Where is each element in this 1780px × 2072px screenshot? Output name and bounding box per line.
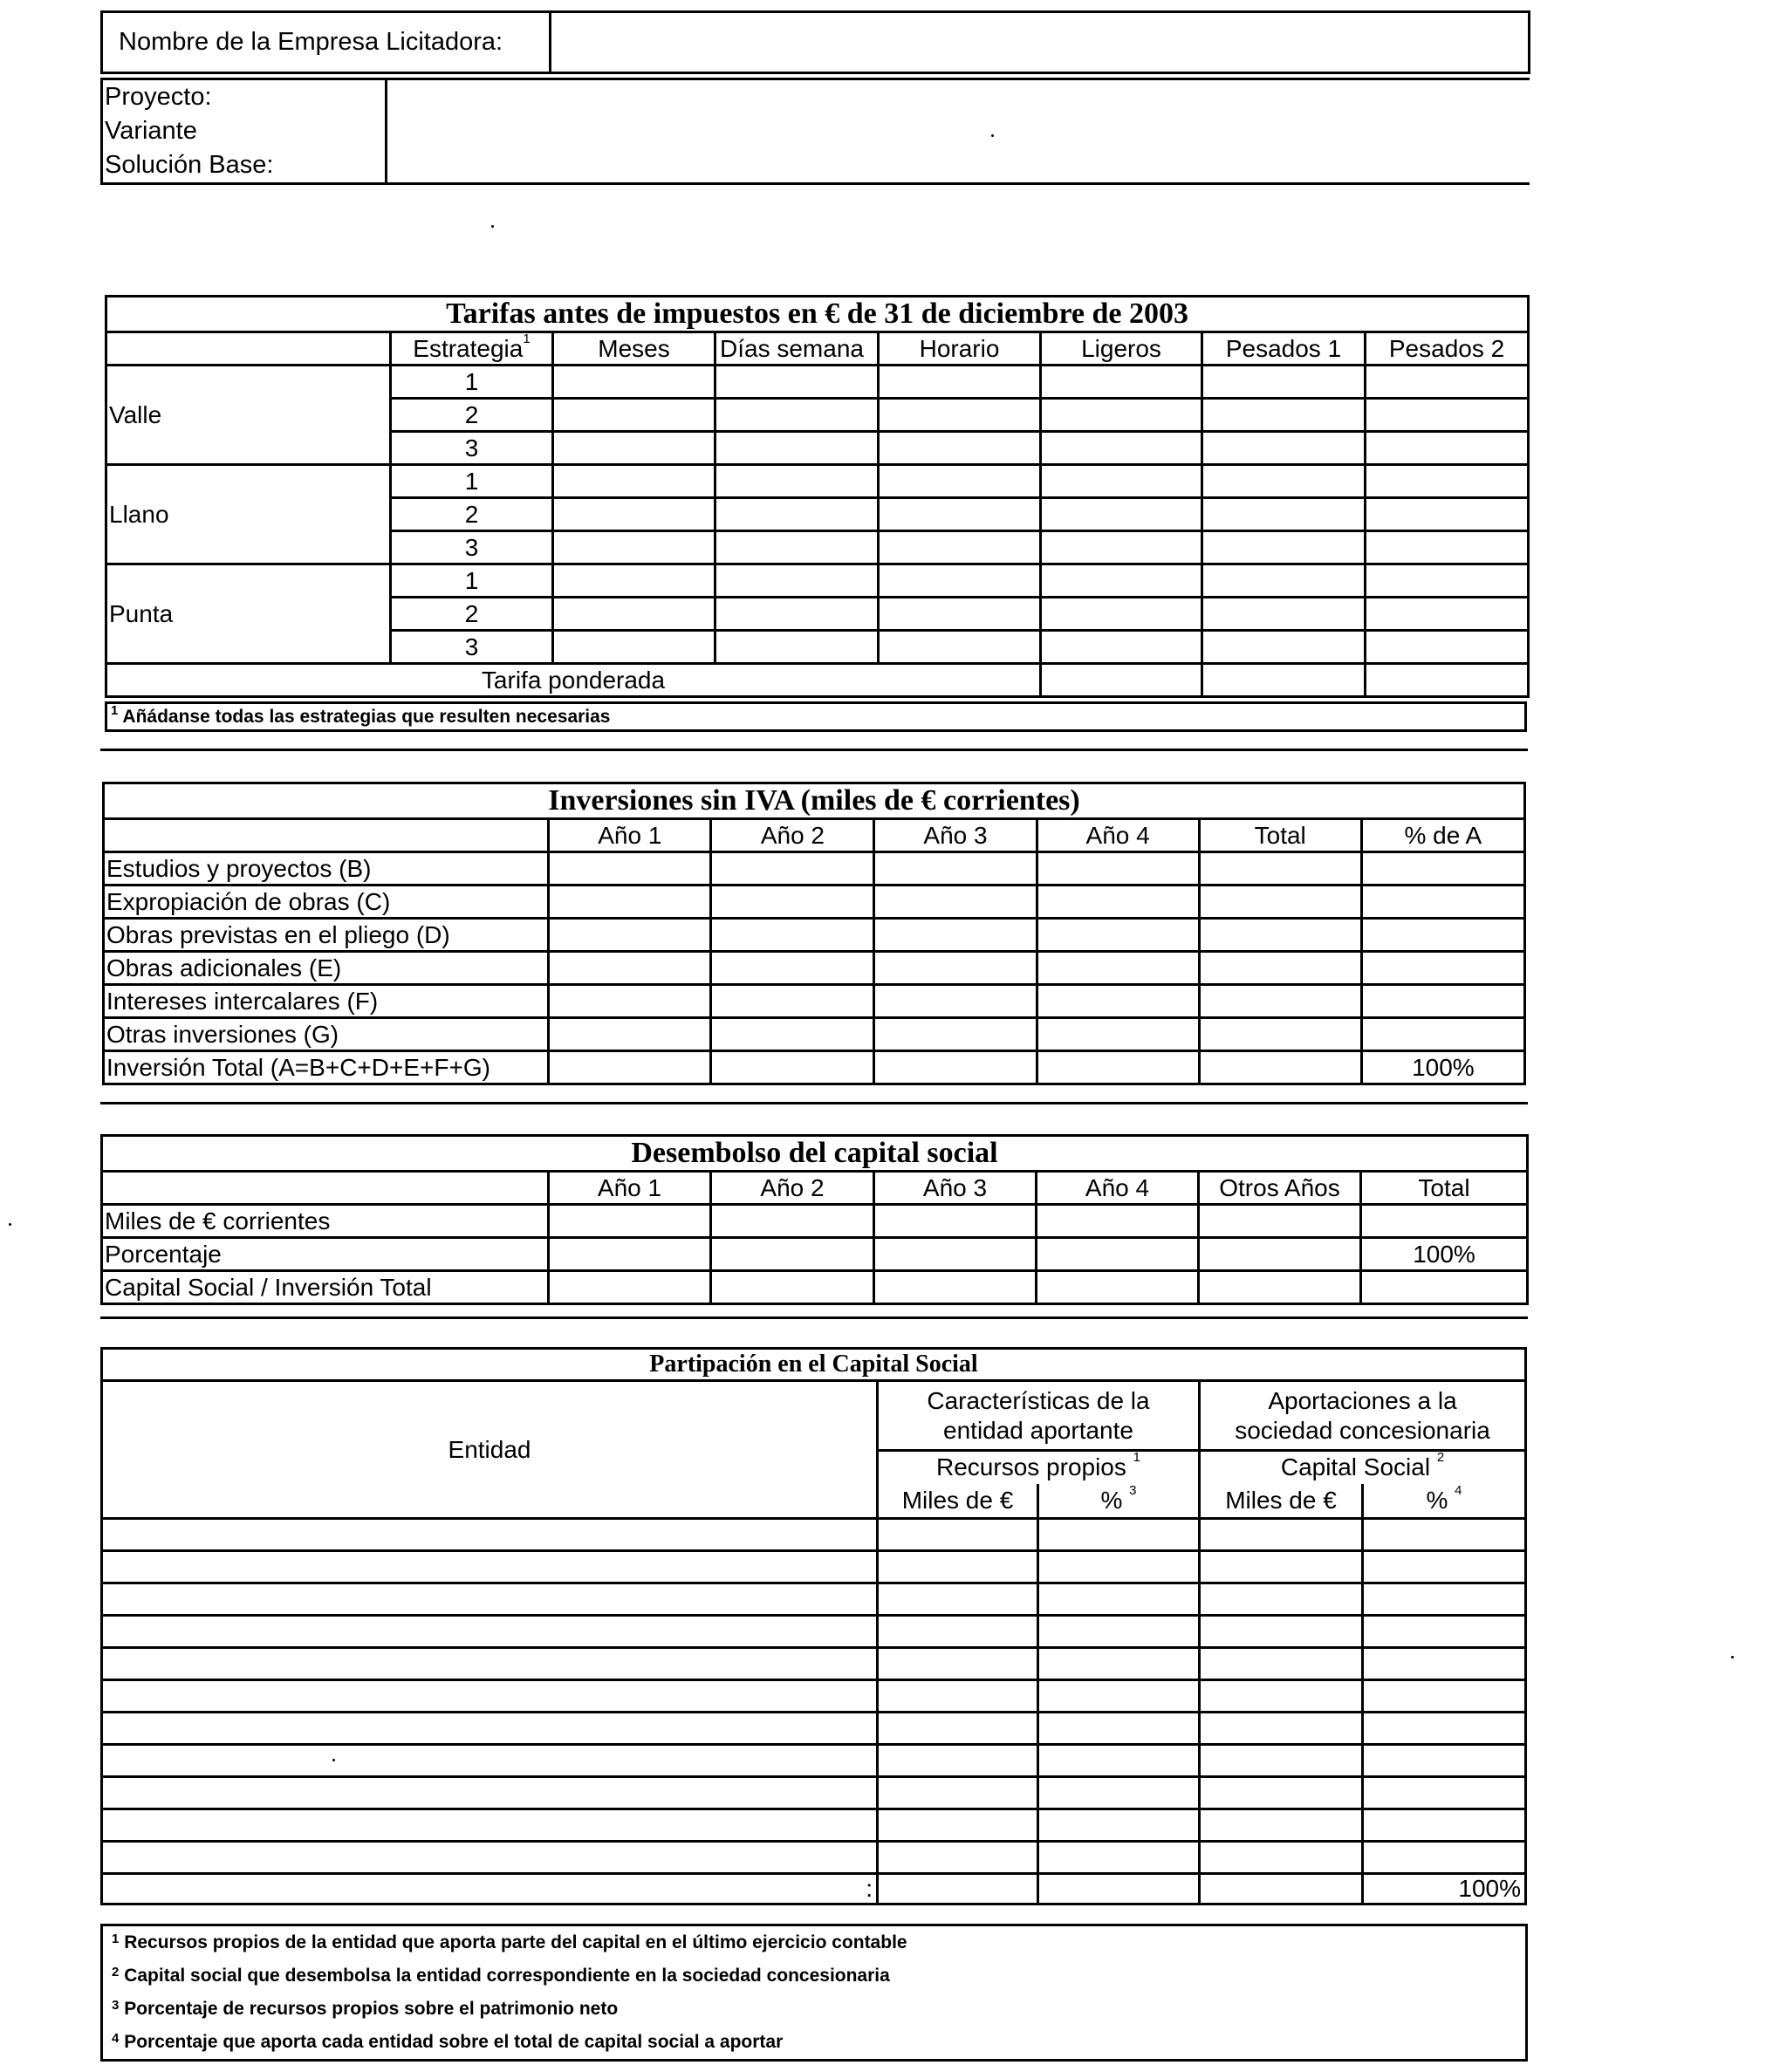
tarifa-input-cell[interactable]: [553, 432, 715, 465]
participacion-section: [100, 1347, 1527, 1905]
scan-speck: [1731, 1656, 1734, 1658]
estrategia-number: 1: [391, 366, 553, 399]
tarifa-group-label: Punta: [106, 564, 391, 664]
estrategia-number: 1: [391, 564, 553, 598]
desembolso-input-cell[interactable]: [711, 1205, 874, 1238]
pct-header-recursos: % $^3$: [1038, 1484, 1200, 1519]
inversion-input-cell[interactable]: [1037, 1018, 1199, 1051]
tarifa-input-cell[interactable]: [715, 366, 879, 399]
tarifas-body: [106, 366, 1529, 664]
participacion-input-cell[interactable]: [1038, 1745, 1200, 1777]
tarifa-input-cell[interactable]: [715, 564, 879, 598]
tarifa-input-cell[interactable]: [879, 432, 1041, 465]
participacion-input-cell[interactable]: [1200, 1842, 1363, 1874]
scan-speck: [991, 134, 994, 137]
participacion-input-cell[interactable]: [1363, 1680, 1526, 1713]
inversion-input-cell[interactable]: [1199, 1018, 1361, 1051]
estrategia-number: 1: [391, 465, 553, 498]
section-divider: [100, 749, 1528, 751]
tarifa-input-cell[interactable]: [715, 498, 879, 531]
tarifa-input-cell[interactable]: [1202, 399, 1366, 432]
inversion-input-cell[interactable]: [549, 1018, 711, 1051]
inversion-input-cell[interactable]: [1199, 952, 1361, 985]
col-header-ano-3: Año 3: [874, 1172, 1037, 1205]
desembolso-input-cell[interactable]: [1361, 1271, 1528, 1304]
tarifa-input-cell[interactable]: [1366, 465, 1529, 498]
company-name-field[interactable]: [551, 12, 1530, 73]
note-4: $^4$ Porcentaje que aporta cada entidad sobre el total de capital social a aportar: [112, 2031, 784, 2052]
col-header-ano-1: Año 1: [549, 1172, 711, 1205]
inversion-row-label: Expropiación de obras (C): [104, 886, 549, 919]
tarifa-input-cell[interactable]: [1041, 432, 1202, 465]
participacion-input-cell[interactable]: [878, 1680, 1038, 1713]
inversion-input-cell[interactable]: [1199, 886, 1361, 919]
tarifa-input-cell[interactable]: [1041, 631, 1202, 664]
participacion-input-cell[interactable]: [1038, 1680, 1200, 1713]
entidad-input-cell[interactable]: [102, 1648, 878, 1680]
desembolso-body: [102, 1205, 1528, 1304]
participacion-input-cell[interactable]: [878, 1583, 1038, 1616]
entidad-input-cell[interactable]: [102, 1519, 878, 1551]
tarifa-input-cell[interactable]: [1041, 399, 1202, 432]
tarifa-input-cell[interactable]: [879, 564, 1041, 598]
entidad-input-cell[interactable]: [102, 1713, 878, 1745]
desembolso-input-cell[interactable]: [1199, 1238, 1361, 1271]
entidad-input-cell[interactable]: [102, 1745, 878, 1777]
caracteristicas-header: [878, 1381, 1200, 1451]
participacion-input-cell[interactable]: [1038, 1616, 1200, 1648]
participacion-input-cell[interactable]: [1038, 1713, 1200, 1745]
tarifa-input-cell[interactable]: [879, 399, 1041, 432]
tarifas-footnote: $^1$ Añádanse todas las estrategias que resulten necesarias: [106, 703, 1526, 731]
inversion-input-cell[interactable]: [711, 985, 874, 1018]
tarifa-input-cell[interactable]: [1366, 432, 1529, 465]
col-header-ligeros: Ligeros: [1041, 332, 1202, 366]
note-3: $^3$ Porcentaje de recursos propios sobre el patrimonio neto: [112, 1998, 619, 2019]
inversion-input-cell[interactable]: [874, 1018, 1037, 1051]
tarifa-input-cell[interactable]: [715, 465, 879, 498]
participacion-body: [102, 1519, 1526, 1874]
participacion-input-cell[interactable]: [1363, 1648, 1526, 1680]
inversiones-corner-cell: [104, 819, 549, 852]
tarifa-input-cell[interactable]: [1041, 564, 1202, 598]
desembolso-input-cell[interactable]: [549, 1238, 711, 1271]
inversion-input-cell[interactable]: [1361, 886, 1524, 919]
inversion-input-cell[interactable]: [1037, 886, 1199, 919]
tarifa-input-cell[interactable]: [1366, 531, 1529, 564]
tarifas-corner-cell: [106, 332, 391, 366]
capital-social-header: Capital Social $^2$: [1200, 1451, 1526, 1484]
tarifa-input-cell[interactable]: [1202, 598, 1366, 631]
inversion-input-cell[interactable]: [1037, 1051, 1199, 1084]
tarifa-input-cell[interactable]: [1202, 531, 1366, 564]
inversion-input-cell[interactable]: [874, 952, 1037, 985]
col-header-total: Total: [1199, 819, 1361, 852]
inversion-input-cell[interactable]: [711, 886, 874, 919]
entidad-input-cell[interactable]: [102, 1680, 878, 1713]
inversion-input-cell[interactable]: [874, 919, 1037, 952]
participacion-input-cell[interactable]: [1038, 1583, 1200, 1616]
tarifa-input-cell[interactable]: [879, 598, 1041, 631]
tarifa-input-cell[interactable]: [1041, 531, 1202, 564]
tarifa-input-cell[interactable]: [1366, 498, 1529, 531]
entidad-header: Entidad: [102, 1381, 878, 1519]
inversion-input-cell[interactable]: [874, 985, 1037, 1018]
participacion-input-cell[interactable]: [1038, 1809, 1200, 1842]
inversion-total-pct: 100%: [1361, 1051, 1524, 1084]
inversion-input-cell[interactable]: [711, 919, 874, 952]
bidder-header: [100, 10, 1530, 185]
inversion-input-cell[interactable]: [1361, 1018, 1524, 1051]
miles-header-capital: Miles de €: [1200, 1484, 1363, 1519]
participacion-input-cell[interactable]: [1038, 1519, 1200, 1551]
aportaciones-header: [1200, 1381, 1526, 1451]
estrategia-number: 2: [391, 598, 553, 631]
inversion-input-cell[interactable]: [1199, 985, 1361, 1018]
tarifa-input-cell[interactable]: [1041, 465, 1202, 498]
aportaciones-line-2: sociedad concesionaria: [1235, 1416, 1490, 1444]
participacion-input-cell[interactable]: [878, 1745, 1038, 1777]
participacion-input-cell[interactable]: [1038, 1842, 1200, 1874]
participacion-input-cell[interactable]: [1363, 1519, 1526, 1551]
tarifa-input-cell[interactable]: [1202, 432, 1366, 465]
desembolso-input-cell[interactable]: [549, 1271, 711, 1304]
estrategia-number: 2: [391, 498, 553, 531]
participacion-input-cell[interactable]: [1200, 1551, 1363, 1583]
entidad-input-cell[interactable]: [102, 1616, 878, 1648]
tarifa-input-cell[interactable]: [553, 564, 715, 598]
tarifa-input-cell[interactable]: [715, 399, 879, 432]
tarifa-input-cell[interactable]: [1366, 564, 1529, 598]
inversion-row-label: Obras adicionales (E): [104, 952, 549, 985]
desembolso-input-cell[interactable]: [1199, 1205, 1361, 1238]
tarifa-input-cell[interactable]: [1041, 598, 1202, 631]
participacion-input-cell[interactable]: [1200, 1745, 1363, 1777]
participacion-input-cell[interactable]: [1363, 1713, 1526, 1745]
estrategia-number: 2: [391, 399, 553, 432]
inversion-input-cell[interactable]: [549, 886, 711, 919]
inversion-input-cell[interactable]: [1037, 952, 1199, 985]
participacion-total-cell[interactable]: [1038, 1874, 1200, 1904]
company-name-label: Nombre de la Empresa Licitadora:: [102, 12, 551, 73]
participacion-input-cell[interactable]: [1200, 1809, 1363, 1842]
tarifa-input-cell[interactable]: [553, 531, 715, 564]
aportaciones-line-1: Aportaciones a la: [1268, 1386, 1457, 1414]
col-header-estrategia: Estrategia$^1$: [391, 332, 553, 366]
participacion-input-cell[interactable]: [1200, 1519, 1363, 1551]
desembolso-input-cell[interactable]: [1199, 1271, 1361, 1304]
desembolso-row-label: Capital Social / Inversión Total: [102, 1271, 549, 1304]
inversiones-title: Inversiones sin IVA (miles de € corrientes): [104, 783, 1525, 819]
col-header-horario: Horario: [879, 332, 1041, 366]
tarifa-input-cell[interactable]: [879, 531, 1041, 564]
participacion-input-cell[interactable]: [878, 1842, 1038, 1874]
tarifas-section: [105, 295, 1530, 732]
inversion-input-cell[interactable]: [1037, 852, 1199, 886]
col-header-ano-3: Año 3: [874, 819, 1037, 852]
estrategia-number: 3: [391, 631, 553, 664]
desembolso-pct-total: 100%: [1361, 1238, 1528, 1271]
tarifa-input-cell[interactable]: [879, 631, 1041, 664]
tarifa-input-cell[interactable]: [1202, 498, 1366, 531]
inversion-input-cell[interactable]: [874, 1051, 1037, 1084]
desembolso-section: [100, 1134, 1529, 1305]
col-header-pct-de-a: % de A: [1361, 819, 1524, 852]
desembolso-title: Desembolso del capital social: [102, 1136, 1528, 1172]
inversion-input-cell[interactable]: [1361, 952, 1524, 985]
desembolso-input-cell[interactable]: [549, 1205, 711, 1238]
tarifa-ponderada-label: Tarifa ponderada: [106, 664, 1041, 697]
participacion-input-cell[interactable]: [878, 1551, 1038, 1583]
scan-speck: [332, 1759, 335, 1761]
tarifa-input-cell[interactable]: [715, 598, 879, 631]
inversion-input-cell[interactable]: [1361, 919, 1524, 952]
participacion-input-cell[interactable]: [1363, 1745, 1526, 1777]
desembolso-input-cell[interactable]: [874, 1205, 1037, 1238]
inversion-input-cell[interactable]: [711, 1051, 874, 1084]
section-divider: [100, 1102, 1528, 1104]
tarifa-input-cell[interactable]: [715, 432, 879, 465]
tarifa-input-cell[interactable]: [553, 598, 715, 631]
desembolso-corner-cell: [102, 1172, 549, 1205]
desembolso-input-cell[interactable]: [1037, 1238, 1199, 1271]
col-header-pesados-2: Pesados 2: [1366, 332, 1529, 366]
inversion-row-label: Estudios y proyectos (B): [104, 852, 549, 886]
project-details-field[interactable]: [387, 79, 1530, 184]
inversiones-section: [102, 782, 1526, 1085]
entidad-input-cell[interactable]: [102, 1842, 878, 1874]
tarifa-input-cell[interactable]: [1202, 366, 1366, 399]
participacion-input-cell[interactable]: [878, 1648, 1038, 1680]
participacion-title: Partipación en el Capital Social: [102, 1349, 1526, 1381]
participacion-total-cell[interactable]: [878, 1874, 1038, 1904]
participacion-input-cell[interactable]: [878, 1809, 1038, 1842]
participacion-input-cell[interactable]: [1363, 1616, 1526, 1648]
tarifa-input-cell[interactable]: [879, 465, 1041, 498]
scan-speck: [9, 1223, 11, 1226]
desembolso-input-cell[interactable]: [1037, 1271, 1199, 1304]
col-header-ano-4: Año 4: [1037, 1172, 1199, 1205]
participacion-input-cell[interactable]: [878, 1777, 1038, 1809]
caracteristicas-line-2: entidad aportante: [943, 1416, 1133, 1444]
inversiones-body: [104, 852, 1525, 1084]
inversion-input-cell[interactable]: [1361, 852, 1524, 886]
participacion-total-pct: 100%: [1363, 1874, 1526, 1904]
participacion-input-cell[interactable]: [1363, 1551, 1526, 1583]
tarifas-title: Tarifas antes de impuestos en € de 31 de diciembre de 2003: [106, 297, 1529, 332]
participacion-input-cell[interactable]: [1200, 1713, 1363, 1745]
tarifa-input-cell[interactable]: [879, 366, 1041, 399]
estrategia-number: 3: [391, 432, 553, 465]
inversion-input-cell[interactable]: [1037, 985, 1199, 1018]
tarifa-input-cell[interactable]: [715, 531, 879, 564]
tarifa-input-cell[interactable]: [715, 631, 879, 664]
recursos-propios-header: Recursos propios $^1$: [878, 1451, 1200, 1484]
tarifa-input-cell[interactable]: [553, 631, 715, 664]
col-header-ano-2: Año 2: [711, 1172, 874, 1205]
tarifa-input-cell[interactable]: [1202, 631, 1366, 664]
tarifa-group-label: Valle: [106, 366, 391, 465]
inversion-input-cell[interactable]: [1199, 919, 1361, 952]
entidad-input-cell[interactable]: [102, 1809, 878, 1842]
tarifa-input-cell[interactable]: [553, 465, 715, 498]
inversion-row-label: Intereses intercalares (F): [104, 985, 549, 1018]
desembolso-input-cell[interactable]: [711, 1271, 874, 1304]
tarifa-input-cell[interactable]: [879, 498, 1041, 531]
participacion-total-cell[interactable]: [1200, 1874, 1363, 1904]
tarifa-ponderada-ligeros[interactable]: [1041, 664, 1202, 697]
note-1: $^1$ Recursos propios de la entidad que aporta parte del capital en el último ejercicio contable: [112, 1932, 907, 1952]
inversion-input-cell[interactable]: [1361, 985, 1524, 1018]
estrategia-number: 3: [391, 531, 553, 564]
note-2: $^2$ Capital social que desembolsa la entidad correspondiente en la sociedad concesionaria: [112, 1965, 890, 1986]
desembolso-input-cell[interactable]: [874, 1271, 1037, 1304]
participacion-total-marker: :: [102, 1874, 878, 1904]
inversion-input-cell[interactable]: [549, 1051, 711, 1084]
entidad-input-cell[interactable]: [102, 1777, 878, 1809]
col-header-ano-1: Año 1: [549, 819, 711, 852]
variante-label: Variante: [102, 114, 387, 149]
solucion-base-label: Solución Base:: [102, 149, 387, 184]
desembolso-input-cell[interactable]: [1361, 1205, 1528, 1238]
caracteristicas-line-1: Características de la: [927, 1386, 1150, 1414]
inversion-input-cell[interactable]: [549, 919, 711, 952]
participacion-input-cell[interactable]: [878, 1616, 1038, 1648]
participacion-input-cell[interactable]: [1038, 1551, 1200, 1583]
pct-header-capital: % $^4$: [1363, 1484, 1526, 1519]
participacion-input-cell[interactable]: [1038, 1777, 1200, 1809]
participacion-input-cell[interactable]: [1363, 1842, 1526, 1874]
participacion-notes: [100, 1924, 1528, 2062]
tarifa-input-cell[interactable]: [1202, 465, 1366, 498]
tarifa-input-cell[interactable]: [1041, 498, 1202, 531]
col-header-dias-semana: Días semana: [715, 332, 879, 366]
participacion-input-cell[interactable]: [1200, 1777, 1363, 1809]
entidad-input-cell[interactable]: [102, 1583, 878, 1616]
participacion-input-cell[interactable]: [878, 1713, 1038, 1745]
inversion-input-cell[interactable]: [1037, 919, 1199, 952]
miles-header-recursos: Miles de €: [878, 1484, 1038, 1519]
participacion-input-cell[interactable]: [878, 1519, 1038, 1551]
participacion-input-cell[interactable]: [1363, 1777, 1526, 1809]
inversion-input-cell[interactable]: [1199, 852, 1361, 886]
col-header-pesados-1: Pesados 1: [1202, 332, 1366, 366]
participacion-input-cell[interactable]: [1363, 1809, 1526, 1842]
inversion-input-cell[interactable]: [874, 886, 1037, 919]
participacion-input-cell[interactable]: [1038, 1648, 1200, 1680]
col-header-total: Total: [1361, 1172, 1528, 1205]
tarifa-input-cell[interactable]: [1366, 366, 1529, 399]
col-header-meses: Meses: [553, 332, 715, 366]
tarifa-input-cell[interactable]: [553, 498, 715, 531]
desembolso-row-label: Miles de € corrientes: [102, 1205, 549, 1238]
proyecto-label: Proyecto:: [102, 79, 387, 114]
inversion-input-cell[interactable]: [549, 952, 711, 985]
desembolso-input-cell[interactable]: [711, 1238, 874, 1271]
desembolso-row-label: Porcentaje: [102, 1238, 549, 1271]
tarifa-input-cell[interactable]: [1366, 631, 1529, 664]
section-divider: [100, 1316, 1528, 1319]
desembolso-input-cell[interactable]: [1037, 1205, 1199, 1238]
inversion-input-cell[interactable]: [711, 952, 874, 985]
col-header-otros-anos: Otros Años: [1199, 1172, 1361, 1205]
participacion-input-cell[interactable]: [1200, 1680, 1363, 1713]
participacion-input-cell[interactable]: [1200, 1648, 1363, 1680]
col-header-ano-2: Año 2: [711, 819, 874, 852]
participacion-input-cell[interactable]: [1363, 1583, 1526, 1616]
participacion-input-cell[interactable]: [1200, 1583, 1363, 1616]
tarifa-ponderada-pesados-1[interactable]: [1202, 664, 1366, 697]
inversion-input-cell[interactable]: [711, 1018, 874, 1051]
entidad-input-cell[interactable]: [102, 1551, 878, 1583]
tarifa-input-cell[interactable]: [1041, 366, 1202, 399]
participacion-input-cell[interactable]: [1200, 1616, 1363, 1648]
inversion-row-label: Obras previstas en el pliego (D): [104, 919, 549, 952]
tarifa-input-cell[interactable]: [1366, 399, 1529, 432]
inversion-input-cell[interactable]: [1199, 1051, 1361, 1084]
inversion-input-cell[interactable]: [711, 852, 874, 886]
tarifa-input-cell[interactable]: [1366, 598, 1529, 631]
col-header-ano-4: Año 4: [1037, 819, 1199, 852]
inversion-row-label: Otras inversiones (G): [104, 1018, 549, 1051]
inversion-row-label: Inversión Total (A=B+C+D+E+F+G): [104, 1051, 549, 1084]
tarifa-input-cell[interactable]: [553, 399, 715, 432]
tarifa-ponderada-pesados-2[interactable]: [1366, 664, 1529, 697]
tarifa-input-cell[interactable]: [1202, 564, 1366, 598]
tarifa-group-label: Llano: [106, 465, 391, 564]
inversion-input-cell[interactable]: [874, 852, 1037, 886]
tarifa-input-cell[interactable]: [553, 366, 715, 399]
scan-speck: [491, 225, 494, 228]
desembolso-input-cell[interactable]: [874, 1238, 1037, 1271]
inversion-input-cell[interactable]: [549, 985, 711, 1018]
inversion-input-cell[interactable]: [549, 852, 711, 886]
